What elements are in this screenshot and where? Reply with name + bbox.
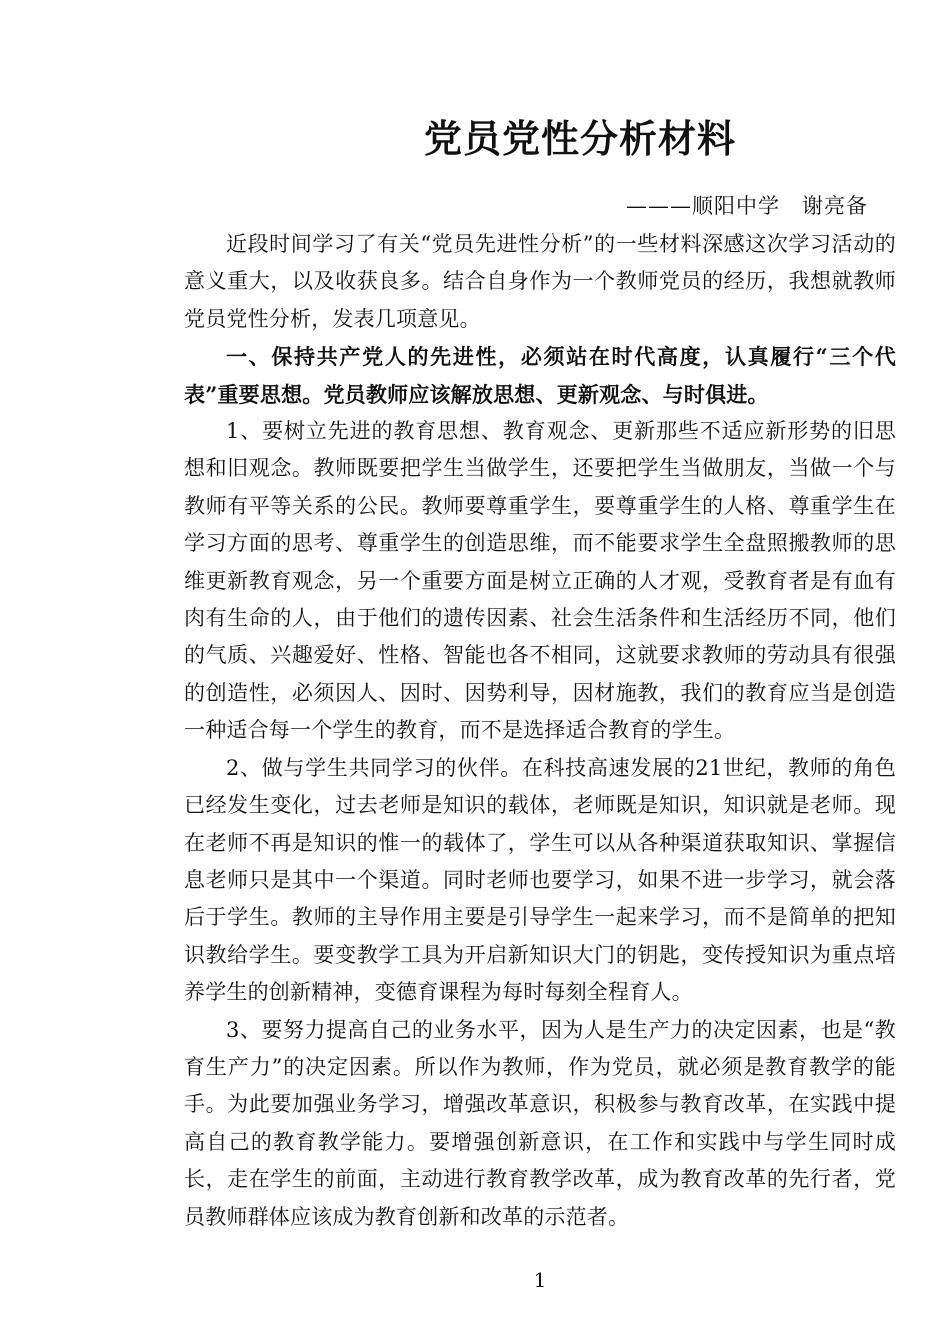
page-number: 1 <box>533 1268 547 1292</box>
document-body <box>184 226 896 1236</box>
author-line: ———顺阳中学 谢亮备 <box>626 194 868 218</box>
paragraph-point-2: 2、做与学生共同学习的伙伴。在科技高速发展的21世纪，教师的角色已经发生变化，过去老师是知识的载体，老师既是知识，知识就是老师。现在老师不再是知识的惟一的载体了，学生可以从各种渠道获取知识、掌握信息老师只是其中一个渠道。同时老师也要学习，如果不进一步学习，就会落后于学生。教师的主导作用主要是引导学生一起来学习，而不是简单的把知识教给学生。要变教学工具为开启新知识大门的钥匙，变传授知识为重点培养学生的创新精神，变德育课程为每时每刻全程育人。 <box>184 755 896 1005</box>
paragraph-point-1: 1、要树立先进的教育思想、教育观念、更新那些不适应新形势的旧思想和旧观念。教师既要把学生当做学生，还要把学生当做朋友，当做一个与教师有平等关系的公民。教师要尊重学生，要尊重学生的人格、尊重学生在学习方面的思考、尊重学生的创造思维，而不能要求学生全盘照搬教师的思维更新教育观念，另一个重要方面是树立正确的人才观，受教育者是有血有肉有生命的人，由于他们的遗传因素、社会生活条件和生活经历不同，他们的气质、兴趣爱好、性格、智能也各不相同，这就要求教师的劳动具有很强的创造性，必须因人、因时、因势利导，因材施教，我们的教育应当是创造一种适合每一个学生的教育，而不是选择适合教育的学生。 <box>184 419 896 743</box>
paragraph-heading-1: 一、保持共产党人的先进性，必须站在时代高度，认真履行“三个代表”重要思想。党员教师应该解放思想、更新观念、与时俱进。 <box>184 344 896 407</box>
paragraph-intro: 近段时间学习了有关“党员先进性分析”的一些材料深感这次学习活动的意义重大，以及收获良多。结合自身作为一个教师党员的经历，我想就教师党员党性分析，发表几项意见。 <box>184 232 896 331</box>
paragraph-point-3: 3、要努力提高自己的业务水平，因为人是生产力的决定因素，也是“教育生产力”的决定因素。所以作为教师，作为党员，就必须是教育教学的能手。为此要加强业务学习，增强改革意识，积极参与教育改革，在实践中提高自己的教育教学能力。要增强创新意识，在工作和实践中与学生同时成长，走在学生的前面，主动进行教育教学改革，成为教育改革的先行者，党员教师群体应该成为教育创新和改革的示范者。 <box>184 1017 896 1229</box>
document-title: 党员党性分析材料 <box>423 116 736 161</box>
